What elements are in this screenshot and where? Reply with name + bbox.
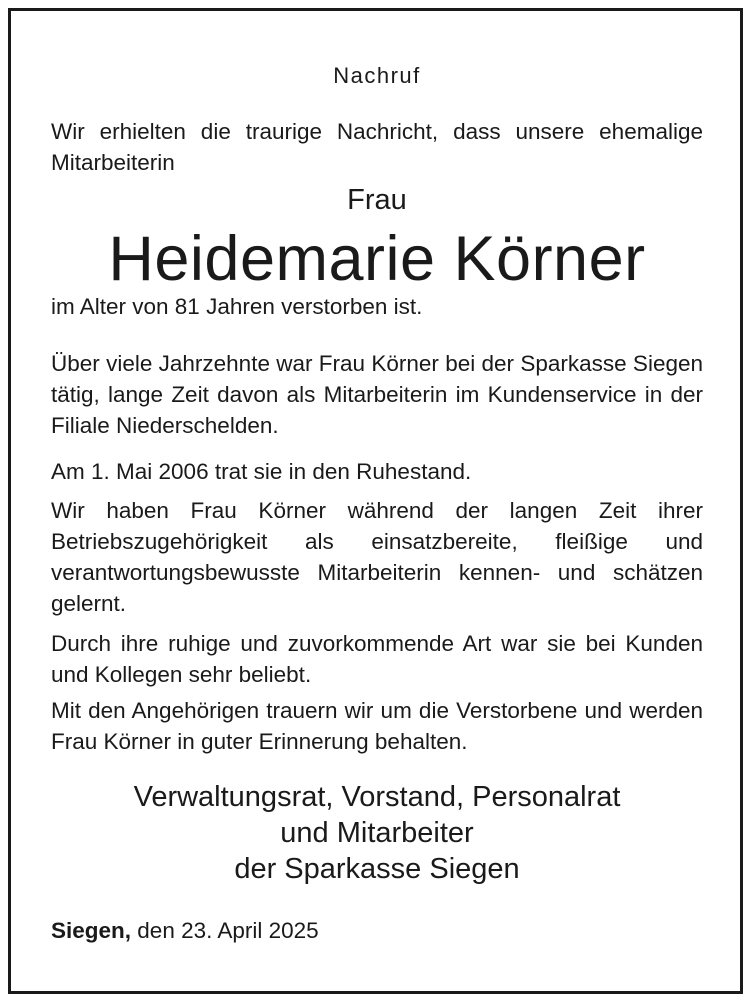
paragraph-condolence: Mit den Angehörigen trauern wir um die Verstorbene und werden Frau Körner in guter Erinnerung behalten. bbox=[51, 698, 703, 754]
salutation: Frau bbox=[347, 184, 407, 216]
signature-line: Verwaltungsrat, Vorstand, Personalrat bbox=[133, 781, 621, 813]
place-date bbox=[51, 918, 703, 944]
age-line: im Alter von 81 Jahren verstorben ist. bbox=[51, 294, 423, 319]
paragraph-character: Durch ihre ruhige und zuvorkommende Art war sie bei Kunden und Kollegen sehr beliebt. bbox=[51, 631, 703, 687]
paragraph-career: Über viele Jahrzehnte war Frau Körner bei der Sparkasse Siegen tätig, lange Zeit davon als Mitarbeiterin im Kundenservice in der Filiale Niederschelden. bbox=[51, 351, 703, 438]
notice-date: den 23. April 2025 bbox=[137, 918, 319, 943]
obituary-notice bbox=[8, 8, 743, 994]
place-name: Siegen, bbox=[51, 918, 132, 943]
signature-line: und Mitarbeiter bbox=[280, 817, 474, 849]
signature-line: der Sparkasse Siegen bbox=[234, 853, 520, 885]
signature-block bbox=[51, 779, 703, 887]
notice-heading: Nachruf bbox=[333, 63, 421, 88]
paragraph-retirement: Am 1. Mai 2006 trat sie in den Ruhestand. bbox=[51, 459, 472, 484]
intro-text: Wir erhielten die traurige Nachricht, dass unsere ehemalige Mitarbeiterin bbox=[51, 119, 703, 175]
deceased-name: Heidemarie Körner bbox=[108, 224, 646, 294]
paragraph-appreciation: Wir haben Frau Körner während der langen Zeit ihrer Betriebszugehörigkeit als einsatzbereite, fleißige und verantwortungsbewusste Mitarbeiterin kennen- und schätzen gelernt. bbox=[51, 498, 703, 616]
